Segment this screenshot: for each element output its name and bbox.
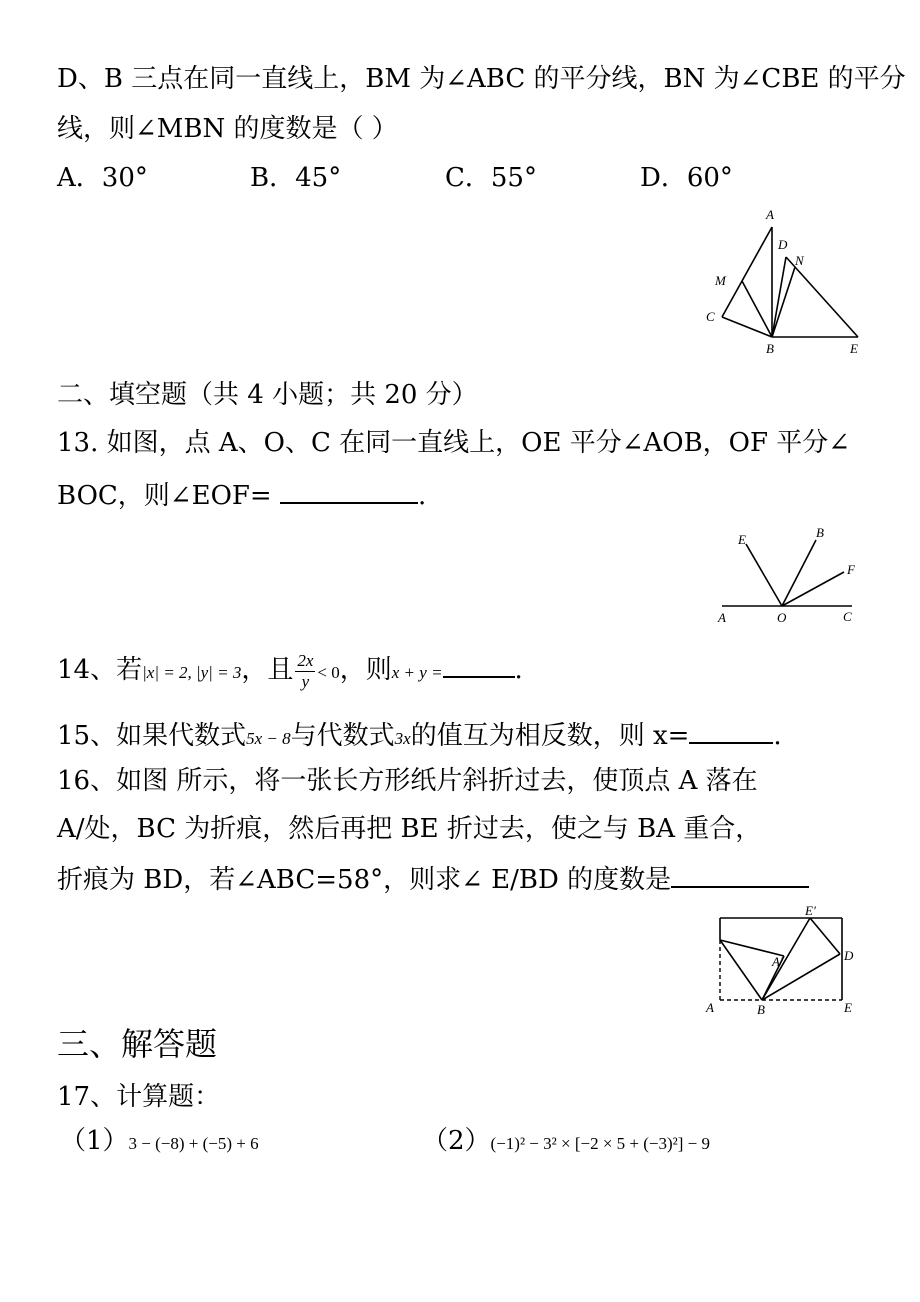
q15-period: . bbox=[773, 721, 782, 751]
q13-figure bbox=[712, 522, 862, 628]
q14-answer-blank[interactable] bbox=[443, 650, 515, 678]
q15-expr2: 3x bbox=[394, 729, 411, 748]
q12-text-line1: D、B 三点在同一直线上，BM 为∠ABC 的平分线，BN 为∠CBE 的平分 bbox=[57, 64, 906, 94]
q12-label-n: N bbox=[795, 253, 804, 268]
q15-suffix: 的值互为相反数，则 x= bbox=[410, 721, 690, 751]
q16-text-line3 bbox=[57, 860, 809, 897]
q12-label-b: B bbox=[766, 341, 774, 356]
q14-frac-num: 2x bbox=[297, 650, 314, 670]
section3-title: 三、解答题 bbox=[57, 1025, 218, 1063]
q14-frac-den: y bbox=[301, 671, 310, 691]
q15-expr1: 5x − 8 bbox=[246, 729, 291, 748]
q13-label-a: A bbox=[718, 610, 726, 625]
q15-answer-blank[interactable] bbox=[689, 716, 773, 744]
q17-p1-expr: 3 − (−8) + (−5) + 6 bbox=[128, 1134, 259, 1153]
q17-p2-label: （2） bbox=[422, 1126, 491, 1156]
q13-text: BOC，则∠EOF= bbox=[57, 481, 280, 511]
q17-part2 bbox=[422, 1124, 710, 1161]
q12-option-c: C．55° bbox=[445, 163, 537, 193]
q15-mid: 与代数式 bbox=[290, 721, 395, 751]
q16-answer-blank[interactable] bbox=[671, 860, 809, 888]
q16-label-a: A bbox=[706, 1000, 714, 1015]
q16-label-a-prime: A' bbox=[772, 954, 783, 969]
q13-text-line2 bbox=[57, 476, 426, 513]
q16-figure bbox=[704, 904, 862, 1016]
q14-condition: |x| = 2, |y| = 3 bbox=[142, 663, 242, 682]
q12-label-d: D bbox=[778, 237, 788, 252]
q12-option-a: A．30° bbox=[57, 163, 148, 193]
q16-text-line2: A/处，BC 为折痕，然后再把 BE 折过去，使之与 BA 重合， bbox=[57, 814, 762, 844]
q13-period: . bbox=[417, 481, 427, 511]
q12-option-d: D．60° bbox=[640, 163, 733, 193]
q16-text: 折痕为 BD，若∠ABC=58°，则求∠ E/BD 的度数是 bbox=[57, 865, 672, 895]
q13-label-o: O bbox=[777, 610, 787, 625]
q14-mid: ，且 bbox=[241, 655, 294, 685]
q15-line bbox=[57, 716, 782, 756]
q13-label-f: F bbox=[847, 562, 855, 577]
q16-label-e: E bbox=[844, 1000, 852, 1015]
q16-label-b: B bbox=[757, 1002, 765, 1016]
q13-text-line1: 13. 如图，点 A、O、C 在同一直线上，OE 平分∠AOB，OF 平分∠ bbox=[57, 428, 851, 458]
q14-line bbox=[57, 648, 523, 695]
q14-inequality: < 0 bbox=[317, 663, 340, 682]
q16-label-e-prime: E' bbox=[805, 904, 816, 918]
q12-label-c: C bbox=[706, 309, 715, 324]
q14-fraction bbox=[295, 651, 315, 692]
q15-prefix: 15、如果代数式 bbox=[57, 721, 247, 751]
q12-figure bbox=[700, 205, 870, 365]
q17-title: 17、计算题： bbox=[57, 1082, 221, 1112]
q17-p1-label: （1） bbox=[60, 1126, 129, 1156]
q14-period: . bbox=[514, 655, 523, 685]
q16-text-line1: 16、如图 所示，将一张长方形纸片斜折过去，使顶点 A 落在 bbox=[57, 766, 758, 796]
q12-label-a: A bbox=[766, 207, 774, 222]
q14-prefix: 14、若 bbox=[57, 655, 143, 685]
q14-expr: x + y = bbox=[391, 663, 443, 682]
q13-label-e: E bbox=[738, 532, 746, 547]
q17-p2-expr: (−1)² − 3² × [−2 × 5 + (−3)²] − 9 bbox=[490, 1134, 711, 1153]
q13-label-c: C bbox=[843, 609, 852, 624]
q12-text-line2: 线，则∠MBN 的度数是（ ） bbox=[57, 114, 398, 144]
q17-part1 bbox=[60, 1124, 259, 1161]
q12-option-b: B．45° bbox=[250, 163, 342, 193]
q13-answer-blank[interactable] bbox=[280, 476, 418, 504]
q13-label-b: B bbox=[816, 525, 824, 540]
q12-label-e: E bbox=[850, 341, 858, 356]
q14-then: ，则 bbox=[339, 655, 392, 685]
q16-label-d: D bbox=[844, 948, 854, 963]
section2-title: 二、填空题（共 4 小题；共 20 分） bbox=[57, 380, 478, 410]
q12-label-m: M bbox=[715, 273, 726, 288]
